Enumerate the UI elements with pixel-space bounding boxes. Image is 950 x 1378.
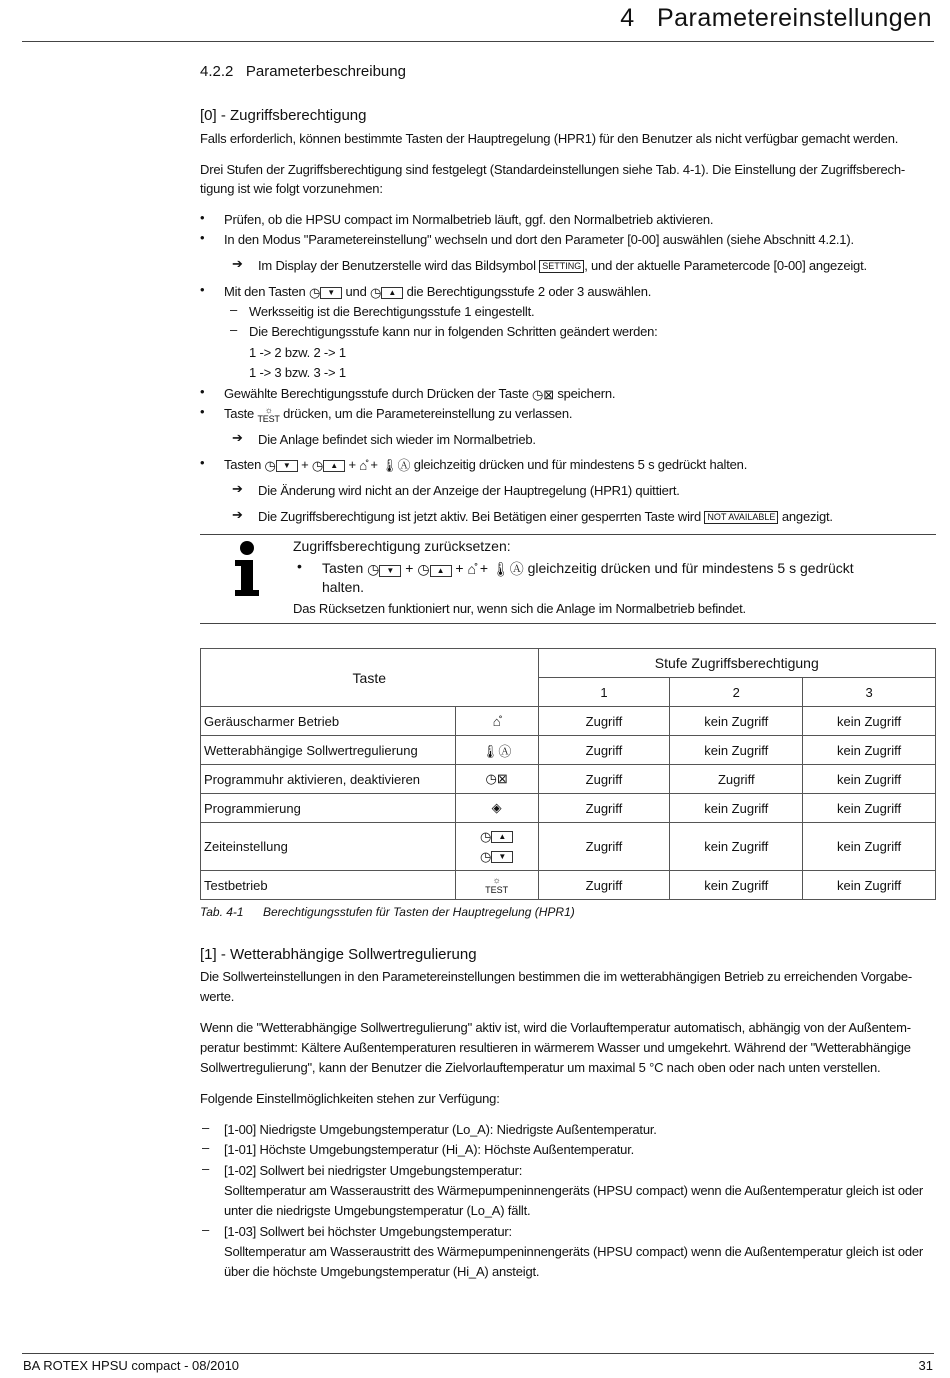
dash-item-2: – [202,1140,210,1155]
info-title: Zugriffsberechtigung zurücksetzen: [293,538,511,554]
infobox-bottom-rule [200,623,936,624]
table-cell: kein Zugriff [803,707,936,736]
clock-down-icon: ◷ ▼ [309,283,342,303]
dash-item-1: – [202,1120,210,1135]
result-normal-operation: Die Anlage befindet sich wieder im Normalbetrieb. [258,432,536,447]
param1-para2-line1: Wenn die "Wetterabhängige Sollwertregulierung" aktiv ist, wird die Vorlauftemperatur automatisch, abhängig von der Außentem- [200,1020,911,1035]
bullet-5: • [200,404,205,419]
note-level-steps: Die Berechtigungsstufe kann nur in folgenden Schritten geändert werden: [249,324,658,339]
bullet-4: • [200,384,205,399]
param0-para2-line2: tigung ist wie folgt vorzunehmen: [200,181,383,196]
clock-up-icon: ◷ ▲ [370,283,403,303]
param1-item-1-02-desc-l2: unter die niedrigste Umgebungstemperatur (Lo_A) fällt. [224,1203,531,1218]
table-caption-number: Tab. 4-1 [200,905,244,919]
table-row-label: Wetterabhängige Sollwertregulierung [201,736,456,765]
param1-para2-line2: peratur bestimmt: Kältere Außentemperaturen resultieren in wärmerem Wasser und umgekehrt. Während der "Wetterabhängige [200,1040,911,1055]
step-enter-param-mode: In den Modus "Parametereinstellung" wechseln und dort den Parameter [0-00] auswählen (siehe Abschnitt 4.2.1). [224,232,854,247]
step-press-combination: Tasten ◷ ▼ + ◷ ▲ + ⌂̊ + 🌡︎Ⓐ gleichzeitig drücken und für mindestens 5 s gedrückt halten. [224,455,934,476]
bullet-3: • [200,282,205,297]
table-row-label: Testbetrieb [201,871,456,900]
table-cell: kein Zugriff [670,823,803,871]
table-cell: kein Zugriff [670,794,803,823]
table-cell: kein Zugriff [670,736,803,765]
table-header-stufe: Stufe Zugriffsberechtigung [538,649,935,678]
weather-dependent-icon: 🌡︎Ⓐ [491,561,524,578]
table-cell: Zugriff [538,871,670,900]
table-cell: Zugriff [538,707,670,736]
dash-2: – [230,322,238,337]
table-cell: Zugriff [538,794,670,823]
table-header-taste: Taste [201,649,539,707]
table-row-label: Programmierung [201,794,456,823]
table-row [201,765,936,794]
table-cell: Zugriff [670,765,803,794]
note-default-level: Werksseitig ist die Berechtigungsstufe 1 eingestellt. [249,304,535,319]
timer-toggle-icon: ◷⊠ [532,386,554,402]
infobox-top-rule [200,534,936,535]
table-cell: kein Zugriff [670,707,803,736]
clock-down-icon: ◷ ▼ [367,559,401,579]
table-row [201,707,936,736]
result-arrow-icon: ➔ [232,481,243,496]
param0-heading: [0] - Zugriffsberechtigung [200,107,367,124]
param1-para3: Folgende Einstellmöglichkeiten stehen zur Verfügung: [200,1091,500,1106]
table-cell: Zugriff [538,823,670,871]
result-arrow-icon: ➔ [232,430,243,445]
timer-toggle-icon: ◷⊠ [455,765,538,794]
param1-heading: [1] - Wetterabhängige Sollwertregulierung [200,946,477,963]
bullet-1: • [200,210,205,225]
time-up-down-icon: ◷ ▲ ◷ ▼ [455,823,538,871]
table-cell: kein Zugriff [803,736,936,765]
programming-icon: ◈ [455,794,538,823]
section-title: 4.2.2 Parameterbeschreibung [200,63,406,80]
table-cell: Zugriff [538,736,670,765]
table-row [201,794,936,823]
access-level-table [200,648,936,900]
low-noise-icon: ⌂̊ [455,707,538,736]
setting-key-symbol: SETTING [539,260,584,273]
table-row [201,823,936,871]
param1-para2-line3: Sollwertregulierung", kann der Benutzer die Zielvorlauftemperatur um maximal 5 °C nach oben oder nach unten verstellen. [200,1060,881,1075]
table-row [201,736,936,765]
dash-item-3: – [202,1161,210,1176]
table-cell: kein Zugriff [803,823,936,871]
step-select-level: Mit den Tasten ◷ ▼ und ◷ ▲ die Berechtigungsstufe 2 oder 3 auswählen. [224,282,934,303]
weather-dependent-icon: 🌡︎Ⓐ [381,457,411,473]
table-cell: kein Zugriff [803,794,936,823]
info-note: Das Rücksetzen funktioniert nur, wenn sich die Anlage im Normalbetrieb befindet. [293,601,746,616]
step-exit-test: Taste ☼ TEST drücken, um die Parametereinstellung zu verlassen. [224,404,573,424]
table-header-level-3: 3 [803,678,936,707]
param1-para1-line1: Die Sollwerteinstellungen in den Parametereinstellungen bestimmen die im wetterabhängigen Betrieb zu erreichenden Vorgabe- [200,969,912,984]
info-bullet: • [297,558,302,574]
info-icon [227,540,267,598]
dash-1: – [230,302,238,317]
table-header-level-1: 1 [538,678,670,707]
weather-dependent-icon: 🌡︎Ⓐ [455,736,538,765]
table-cell: kein Zugriff [803,871,936,900]
param1-item-1-03-desc-l1: Solltemperatur am Wasseraustritt des Wärmepumpeninnengeräts (HPSU compact) wenn die Außentemperatur gleich ist oder [224,1244,924,1259]
clock-up-icon: ◷ ▲ [312,456,345,476]
result-arrow-icon: ➔ [232,507,243,522]
footer-doc-id: BA ROTEX HPSU compact - 08/2010 [23,1358,240,1373]
result-no-confirmation: Die Änderung wird nicht an der Anzeige der Hauptregelung (HPR1) quittiert. [258,483,680,498]
param0-para1: Falls erforderlich, können bestimmte Tasten der Hauptregelung (HPR1) für den Benutzer als nicht verfügbar gemacht werden. [200,131,899,146]
table-row [201,871,936,900]
low-noise-icon: ⌂̊ [467,561,476,578]
clock-down-icon: ◷ ▼ [265,456,298,476]
info-reset-instruction-cont: halten. [322,579,365,595]
param1-item-1-03-desc-l2: über die höchste Umgebungstemperatur (Hi_A) ansteigt. [224,1264,540,1279]
bullet-2: • [200,230,205,245]
table-caption-text: Berechtigungsstufen für Tasten der Hauptregelung (HPR1) [263,905,575,919]
table-row-label: Programmuhr aktivieren, deaktivieren [201,765,456,794]
step-check-normal: Prüfen, ob die HPSU compact im Normalbetrieb läuft, ggf. den Normalbetrieb aktivieren. [224,212,714,227]
param1-para1-line2: werte. [200,989,235,1004]
clock-up-icon: ◷ ▲ [417,559,451,579]
footer-page-number: 31 [918,1358,933,1373]
test-icon: ☼ TEST [455,871,538,900]
table-cell: kein Zugriff [803,765,936,794]
header-rule [22,41,934,42]
table-cell: Zugriff [538,765,670,794]
param1-item-1-01: [1-01] Höchste Umgebungstemperatur (Hi_A): Höchste Außentemperatur. [224,1142,635,1157]
table-header-level-2: 2 [670,678,803,707]
result-arrow-icon: ➔ [232,256,243,271]
not-available-symbol: NOT AVAILABLE [704,511,778,524]
bullet-6: • [200,455,205,470]
dash-item-4: – [202,1222,210,1237]
param1-item-1-00: [1-00] Niedrigste Umgebungstemperatur (Lo_A): Niedrigste Außentemperatur. [224,1122,657,1137]
param0-para2-line1: Drei Stufen der Zugriffsberechtigung sind festgelegt (Standardeinstellungen siehe Tab. 4-1). Die Einstellung der Zugriffsberech- [200,162,905,177]
param1-item-1-02: [1-02] Sollwert bei niedrigster Umgebungstemperatur: [224,1163,523,1178]
param1-item-1-02-desc-l1: Solltemperatur am Wasseraustritt des Wärmepumpeninnengeräts (HPSU compact) wenn die Außentemperatur gleich ist oder [224,1183,924,1198]
step-save-level: Gewählte Berechtigungsstufe durch Drücken der Taste ◷⊠ speichern. [224,384,934,405]
table-row-label: Zeiteinstellung [201,823,456,871]
level-steps-line1: 1 -> 2 bzw. 2 -> 1 [249,345,346,360]
footer-rule [22,1353,934,1354]
result-display-setting: Im Display der Benutzerstelle wird das Bildsymbol SETTING , und der aktuelle Parametercode [0-00] angezeigt. [258,258,867,273]
test-icon: ☼ TEST [257,404,280,424]
chapter-title: 4 Parametereinstellungen [620,4,932,32]
low-noise-icon: ⌂̊ [359,457,367,473]
table-row-label: Geräuscharmer Betrieb [201,707,456,736]
param1-item-1-03: [1-03] Sollwert bei höchster Umgebungstemperatur: [224,1224,512,1239]
info-reset-instruction: Tasten ◷ ▼ + ◷ ▲ + ⌂̊ + 🌡︎Ⓐ gleichzeitig drücken und für mindestens 5 s gedrückt [322,560,854,578]
level-steps-line2: 1 -> 3 bzw. 3 -> 1 [249,365,346,380]
table-cell: kein Zugriff [670,871,803,900]
result-access-active: Die Zugriffsberechtigung ist jetzt aktiv. Bei Betätigen einer gesperrten Taste wird NOT AVAILABLE angezigt. [258,509,833,524]
